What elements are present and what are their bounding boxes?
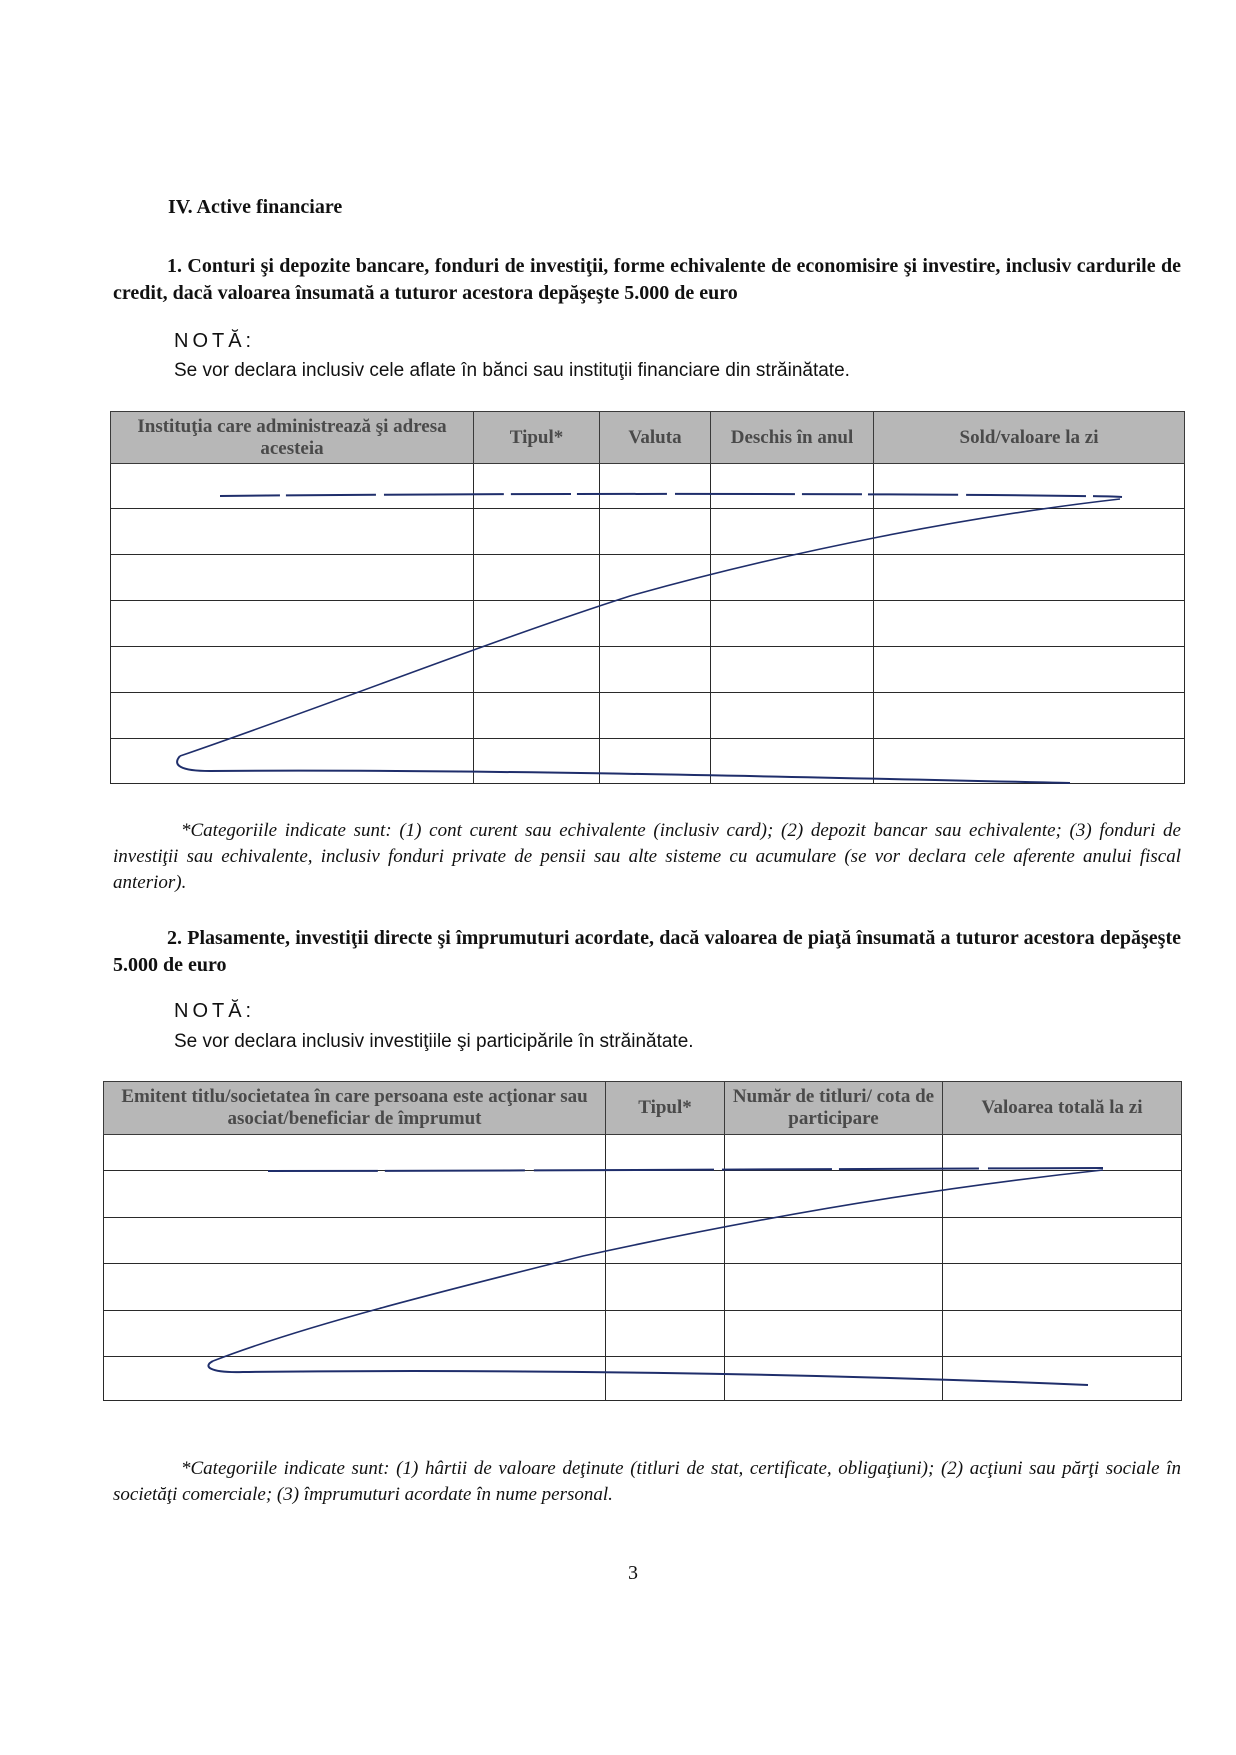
column-header-opened-year: Deschis în anul xyxy=(711,412,874,464)
table-cell[interactable] xyxy=(600,647,711,693)
section-title: IV. Active financiare xyxy=(168,196,343,218)
table-row xyxy=(104,1218,1182,1264)
table-cell[interactable] xyxy=(711,739,874,784)
column-header-institution: Instituţia care administrează şi adresa acesteia xyxy=(111,412,474,464)
table-header-row xyxy=(104,1082,1182,1135)
table-cell[interactable] xyxy=(725,1311,943,1357)
table-cell[interactable] xyxy=(474,601,600,647)
table-row xyxy=(104,1311,1182,1357)
table-cell[interactable] xyxy=(600,464,711,509)
table-cell[interactable] xyxy=(111,509,474,555)
table-cell[interactable] xyxy=(474,739,600,784)
table-row xyxy=(104,1171,1182,1218)
table-cell[interactable] xyxy=(874,647,1185,693)
table-cell[interactable] xyxy=(711,693,874,739)
table-cell[interactable] xyxy=(874,601,1185,647)
part2-note-label: NOTĂ: xyxy=(174,1000,256,1022)
table-cell[interactable] xyxy=(943,1264,1182,1311)
table-cell[interactable] xyxy=(104,1135,606,1171)
table-cell[interactable] xyxy=(725,1357,943,1401)
column-header-currency: Valuta xyxy=(600,412,711,464)
part2-footnote: *Categoriile indicate sunt: (1) hârtii de valoare deţinute (titluri de stat, certificate, obligaţiuni); (2) acţiuni sau părţi sociale în societăţi comerciale; (3) împrumuturi acordate în nume personal. xyxy=(113,1458,1181,1505)
table-cell[interactable] xyxy=(104,1218,606,1264)
table-cell[interactable] xyxy=(474,464,600,509)
table-cell[interactable] xyxy=(600,739,711,784)
table-cell[interactable] xyxy=(474,509,600,555)
table-cell[interactable] xyxy=(725,1171,943,1218)
table-cell[interactable] xyxy=(600,693,711,739)
table-cell[interactable] xyxy=(874,464,1185,509)
table-cell[interactable] xyxy=(874,555,1185,601)
part1-footnote: *Categoriile indicate sunt: (1) cont curent sau echivalente (inclusiv card); (2) depozit bancar sau echivalente; (3) fonduri de investiţii sau echivalente, inclusiv fonduri private de pensii sau alte sisteme cu acumulare (se vor declara cele aferente anului fiscal anterior). xyxy=(113,820,1181,893)
table-cell[interactable] xyxy=(606,1135,725,1171)
column-header-balance: Sold/valoare la zi xyxy=(874,412,1185,464)
table-cell[interactable] xyxy=(943,1171,1182,1218)
part2-heading: 2. Plasamente, investiţii directe şi împrumuturi acordate, dacă valoarea de piaţă însumată a tuturor acestora depăşeşte 5.000 de euro xyxy=(113,927,1181,976)
table-cell[interactable] xyxy=(725,1218,943,1264)
table-row xyxy=(111,739,1185,784)
table-cell[interactable] xyxy=(711,509,874,555)
table-header-row xyxy=(111,412,1185,464)
table-cell[interactable] xyxy=(104,1264,606,1311)
table-cell[interactable] xyxy=(874,739,1185,784)
table-cell[interactable] xyxy=(725,1264,943,1311)
table-cell[interactable] xyxy=(874,693,1185,739)
table-cell[interactable] xyxy=(111,601,474,647)
table-cell[interactable] xyxy=(104,1311,606,1357)
table-row xyxy=(111,693,1185,739)
table-cell[interactable] xyxy=(474,693,600,739)
table-row xyxy=(104,1357,1182,1401)
column-header-share-count: Număr de titluri/ cota de participare xyxy=(725,1082,943,1135)
part1-note-text: Se vor declara inclusiv cele aflate în bănci sau instituţii financiare din străinătate. xyxy=(174,360,850,381)
part1-heading: 1. Conturi şi depozite bancare, fonduri de investiţii, forme echivalente de economisire şi investire, inclusiv cardurile de credit, dacă valoarea însumată a tuturor acestora depăşeşte 5.000 de euro xyxy=(113,255,1181,304)
part1-note-label: NOTĂ: xyxy=(174,330,256,352)
table-cell[interactable] xyxy=(111,693,474,739)
table-cell[interactable] xyxy=(104,1357,606,1401)
bank-accounts-table xyxy=(110,411,1185,784)
table-cell[interactable] xyxy=(711,464,874,509)
table-cell[interactable] xyxy=(111,739,474,784)
table-row xyxy=(111,601,1185,647)
table-cell[interactable] xyxy=(111,464,474,509)
table-cell[interactable] xyxy=(606,1171,725,1218)
table-cell[interactable] xyxy=(111,555,474,601)
table-cell[interactable] xyxy=(606,1357,725,1401)
table-row xyxy=(111,509,1185,555)
table-row xyxy=(111,555,1185,601)
table-row xyxy=(104,1264,1182,1311)
table-cell[interactable] xyxy=(600,601,711,647)
table-cell[interactable] xyxy=(474,647,600,693)
investments-table xyxy=(103,1081,1182,1401)
table-cell[interactable] xyxy=(606,1311,725,1357)
part2-note-text: Se vor declara inclusiv investiţiile şi participările în străinătate. xyxy=(174,1031,694,1052)
table-cell[interactable] xyxy=(600,509,711,555)
table-cell[interactable] xyxy=(874,509,1185,555)
page-number: 3 xyxy=(628,1562,638,1584)
column-header-issuer: Emitent titlu/societatea în care persoana este acţionar sau asociat/beneficiar de împrumut xyxy=(104,1082,606,1135)
table-cell[interactable] xyxy=(943,1218,1182,1264)
table-cell[interactable] xyxy=(600,555,711,601)
table-cell[interactable] xyxy=(943,1357,1182,1401)
table-row xyxy=(111,647,1185,693)
table-cell[interactable] xyxy=(111,647,474,693)
table-cell[interactable] xyxy=(711,555,874,601)
table-cell[interactable] xyxy=(606,1218,725,1264)
table-cell[interactable] xyxy=(943,1135,1182,1171)
column-header-type: Tipul* xyxy=(606,1082,725,1135)
table-cell[interactable] xyxy=(711,601,874,647)
table-cell[interactable] xyxy=(606,1264,725,1311)
table-cell[interactable] xyxy=(474,555,600,601)
table-cell[interactable] xyxy=(725,1135,943,1171)
column-header-type: Tipul* xyxy=(474,412,600,464)
table-row xyxy=(104,1135,1182,1171)
table-cell[interactable] xyxy=(711,647,874,693)
table-row xyxy=(111,464,1185,509)
table-cell[interactable] xyxy=(104,1171,606,1218)
table-cell[interactable] xyxy=(943,1311,1182,1357)
column-header-total-value: Valoarea totală la zi xyxy=(943,1082,1182,1135)
